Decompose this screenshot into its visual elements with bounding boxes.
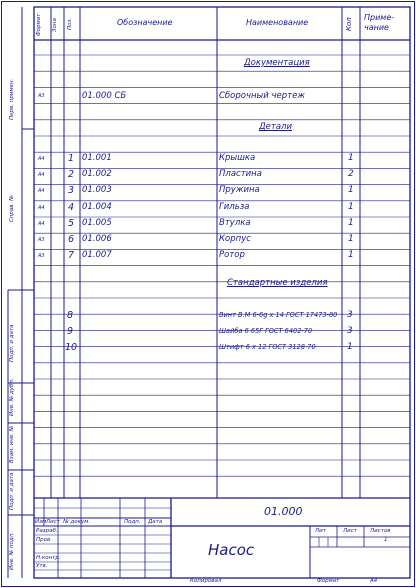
title-designation: 01.000: [264, 505, 303, 518]
detail-row-designation: 01.001: [82, 153, 112, 163]
tb-list2: Лист: [343, 528, 357, 534]
detail-row-name: Гильза: [219, 201, 250, 212]
detail-row-pos: 7: [68, 250, 75, 262]
detail-row-name: Корпус: [219, 234, 251, 244]
detail-row-pos: 1: [68, 153, 75, 164]
detail-row-qty: 2: [348, 169, 354, 180]
tb-izm: Изм: [35, 519, 47, 525]
side-vzam-inv: Взам. инв. №: [9, 425, 15, 463]
detail-row-designation: 01.002: [82, 169, 112, 180]
detail-row-designation: 01.005: [82, 217, 112, 228]
detail-row-qty: 1: [348, 185, 354, 196]
standard-row-qty: 3: [347, 326, 353, 337]
detail-row-name: Втулка: [219, 217, 251, 228]
header-qty: Кол: [345, 17, 353, 31]
footer-copied: Копировал: [190, 578, 222, 584]
side-inv-dubl: Инв. № дубл.: [9, 378, 15, 416]
tb-n-kontr: Н.контр.: [36, 555, 61, 561]
tb-prov: Пров.: [36, 537, 52, 543]
standard-row-pos: 8: [67, 310, 74, 321]
side-podp-data-2: Подп. и дата: [9, 472, 15, 510]
standard-row-pos: 9: [67, 326, 74, 338]
detail-row-format: А3: [38, 253, 45, 260]
footer-format-value: А4: [370, 578, 378, 584]
detail-row-name: Пружина: [219, 185, 260, 196]
standard-row-pos: 10: [65, 342, 78, 354]
tb-podp: Подп.: [124, 519, 141, 525]
doc-row-designation: 01.000 СБ: [82, 91, 127, 101]
section-details: Детали: [259, 122, 292, 132]
tb-razrab: Разраб.: [36, 528, 58, 534]
detail-row-format: А4: [38, 172, 45, 179]
detail-row-qty: 1: [348, 153, 354, 163]
standard-row-name: Винт В.М 6-6g x 14 ГОСТ 17473-80: [219, 311, 338, 319]
detail-row-name: Ротор: [219, 250, 245, 261]
detail-row-designation: 01.007: [82, 250, 112, 261]
header-format: Формат: [36, 13, 42, 36]
detail-row-name: Пластина: [219, 169, 262, 180]
detail-row-name: Крышка: [219, 153, 256, 163]
side-sprav-no: Справ. №: [9, 195, 15, 222]
section-documentation: Документация: [244, 58, 310, 68]
header-name: Наименование: [246, 18, 309, 27]
detail-row-pos: 4: [68, 201, 75, 213]
footer-format: Формат: [317, 578, 340, 584]
header-zone: Зона: [52, 18, 58, 32]
standard-row-qty: 1: [347, 342, 353, 353]
detail-row-designation: 01.003: [82, 185, 112, 196]
tb-data: Дата: [148, 519, 163, 525]
header-pos: Поз.: [67, 17, 73, 30]
tb-lit: Лит: [315, 528, 326, 534]
detail-row-designation: 01.004: [82, 201, 112, 212]
tb-list: Лист: [46, 519, 60, 525]
detail-row-format: А4: [38, 156, 45, 162]
detail-row-pos: 3: [68, 185, 75, 197]
standard-row-qty: 3: [347, 310, 353, 320]
header-designation: Обозначение: [117, 18, 173, 27]
tb-listov-value: 1: [384, 537, 388, 543]
detail-row-qty: 1: [348, 250, 354, 261]
detail-row-qty: 1: [348, 234, 354, 244]
title-product-name: Насос: [208, 541, 255, 559]
side-podp-data-1: Подп. и дата: [9, 324, 15, 362]
detail-row-format: А3: [38, 237, 45, 243]
section-standard: Стандартные изделия: [227, 278, 328, 288]
detail-row-pos: 5: [68, 217, 75, 229]
doc-row-name: Сборочный чертеж: [219, 91, 305, 101]
detail-row-format: А4: [38, 188, 45, 195]
side-inv-podl: Инв. № подл.: [9, 532, 15, 570]
tb-n-dokum: № докум.: [63, 519, 91, 525]
tb-listov: Листов: [370, 528, 391, 534]
standard-row-name: Шайба 6 65Г ГОСТ 6402-70: [219, 327, 313, 336]
detail-row-pos: 6: [68, 234, 75, 245]
doc-row-format: А3: [38, 93, 45, 99]
standard-row-name: Штифт 6 x 12 ГОСТ 3128-70: [219, 343, 316, 352]
detail-row-qty: 1: [348, 217, 354, 228]
detail-row-designation: 01.006: [82, 234, 112, 244]
detail-row-qty: 1: [348, 201, 354, 212]
detail-row-format: А4: [38, 204, 45, 211]
detail-row-pos: 2: [68, 169, 75, 181]
header-note: Приме- чание: [364, 13, 395, 32]
side-perv-primen: Перв. примен.: [9, 78, 15, 120]
detail-row-format: А4: [38, 220, 45, 227]
tb-utv: Утв.: [36, 563, 48, 569]
